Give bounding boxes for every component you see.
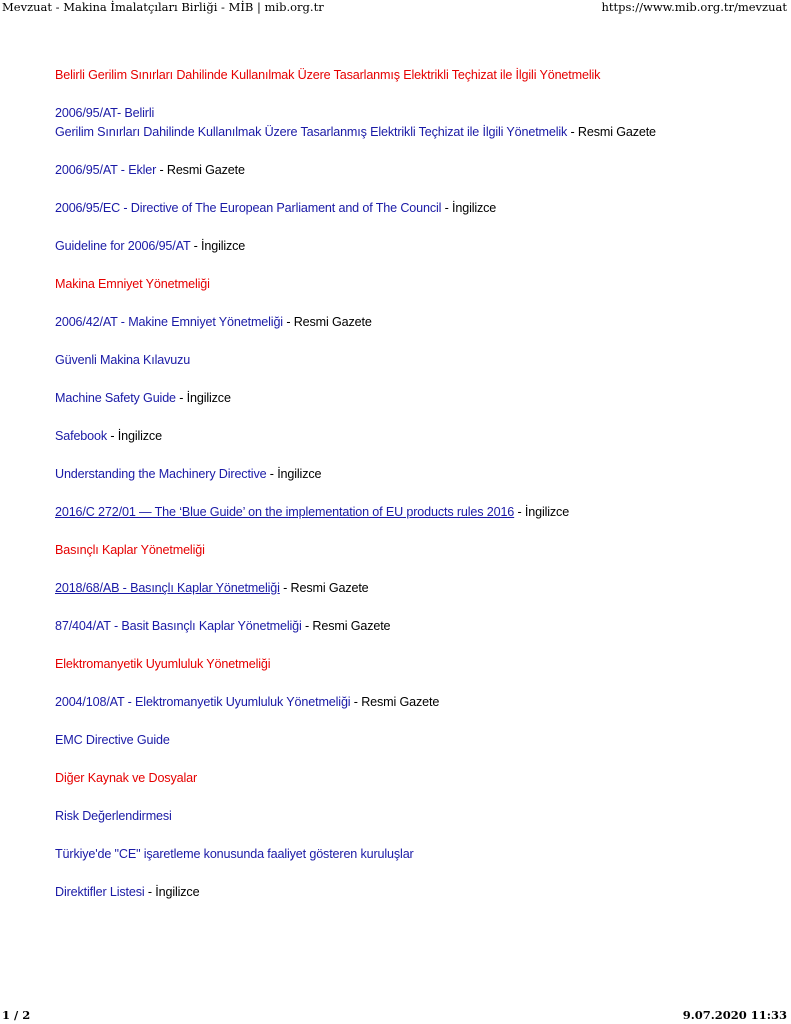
- link-2004-108-at[interactable]: 2004/108/AT - Elektromanyetik Uyumluluk Yönetmeliği: [55, 695, 351, 709]
- section-heading-pressure: Basınçlı Kaplar Yönetmeliği: [55, 543, 205, 557]
- page-header-url: https://www.mib.org.tr/mevzuat: [601, 0, 787, 14]
- document-content: [55, 66, 775, 902]
- section-heading-other: Diğer Kaynak ve Dosyalar: [55, 771, 197, 785]
- source-label: - Resmi Gazete: [301, 619, 391, 633]
- source-label: - Resmi Gazete: [156, 163, 245, 177]
- page-number: 1 / 2: [2, 1008, 31, 1022]
- link-guideline-2006-95-at[interactable]: Guideline for 2006/95/AT: [55, 239, 191, 253]
- source-label: - Resmi Gazete: [567, 125, 656, 139]
- link-guvenli-makina-kilavuzu[interactable]: Güvenli Makina Kılavuzu: [55, 353, 191, 367]
- section-heading-emc: Elektromanyetik Uyumluluk Yönetmeliği: [55, 657, 271, 671]
- link-blue-guide-2016[interactable]: 2016/C 272/01 — The ‘Blue Guide’ on the implementation of EU products rules 2016: [55, 505, 515, 519]
- link-ce-kuruluslar[interactable]: Türkiye'de "CE" işaretleme konusunda faaliyet gösteren kuruluşlar: [55, 847, 414, 861]
- link-2006-95-ec-directive[interactable]: 2006/95/EC - Directive of The European Parliament and of The Council: [55, 201, 442, 215]
- link-risk-degerlendirmesi[interactable]: Risk Değerlendirmesi: [55, 809, 172, 823]
- link-2018-68-ab[interactable]: 2018/68/AB - Basınçlı Kaplar Yönetmeliği: [55, 581, 280, 595]
- link-machine-safety-guide[interactable]: Machine Safety Guide: [55, 391, 176, 405]
- link-2006-95-at-line2[interactable]: Gerilim Sınırları Dahilinde Kullanılmak Üzere Tasarlanmış Elektrikli Teçhizat ile İlgili Yönetmelik: [55, 125, 568, 139]
- source-label: - Resmi Gazete: [279, 581, 369, 595]
- link-87-404-at[interactable]: 87/404/AT - Basit Basınçlı Kaplar Yönetmeliği: [55, 619, 302, 633]
- language-label: - İngilizce: [107, 429, 162, 443]
- link-emc-directive-guide[interactable]: EMC Directive Guide: [55, 733, 170, 747]
- language-label: - İngilizce: [175, 391, 231, 405]
- link-2006-95-at-line1[interactable]: 2006/95/AT- Belirli: [55, 106, 155, 120]
- language-label: - İngilizce: [190, 239, 246, 253]
- link-2006-42-at[interactable]: 2006/42/AT - Makine Emniyet Yönetmeliği: [55, 315, 283, 329]
- page-header-title: Mevzuat - Makina İmalatçıları Birliği - MİB | mib.org.tr: [2, 0, 324, 14]
- language-label: - İngilizce: [441, 201, 497, 215]
- language-label: - İngilizce: [266, 467, 322, 481]
- link-direktifler-listesi[interactable]: Direktifler Listesi: [55, 885, 145, 899]
- section-heading-lvd: Belirli Gerilim Sınırları Dahilinde Kullanılmak Üzere Tasarlanmış Elektrikli Teçhizat ile İlgili Yönetmelik: [55, 68, 601, 82]
- source-label: - Resmi Gazete: [282, 315, 372, 329]
- language-label: - İngilizce: [144, 885, 200, 899]
- print-datetime: 9.07.2020 11:33: [682, 1008, 787, 1022]
- section-heading-machinery: Makina Emniyet Yönetmeliği: [55, 277, 210, 291]
- link-understanding-machinery-directive[interactable]: Understanding the Machinery Directive: [55, 467, 267, 481]
- link-2006-95-at-ekler[interactable]: 2006/95/AT - Ekler: [55, 163, 157, 177]
- link-safebook[interactable]: Safebook: [55, 429, 108, 443]
- source-label: - Resmi Gazete: [350, 695, 440, 709]
- language-label: - İngilizce: [514, 505, 570, 519]
